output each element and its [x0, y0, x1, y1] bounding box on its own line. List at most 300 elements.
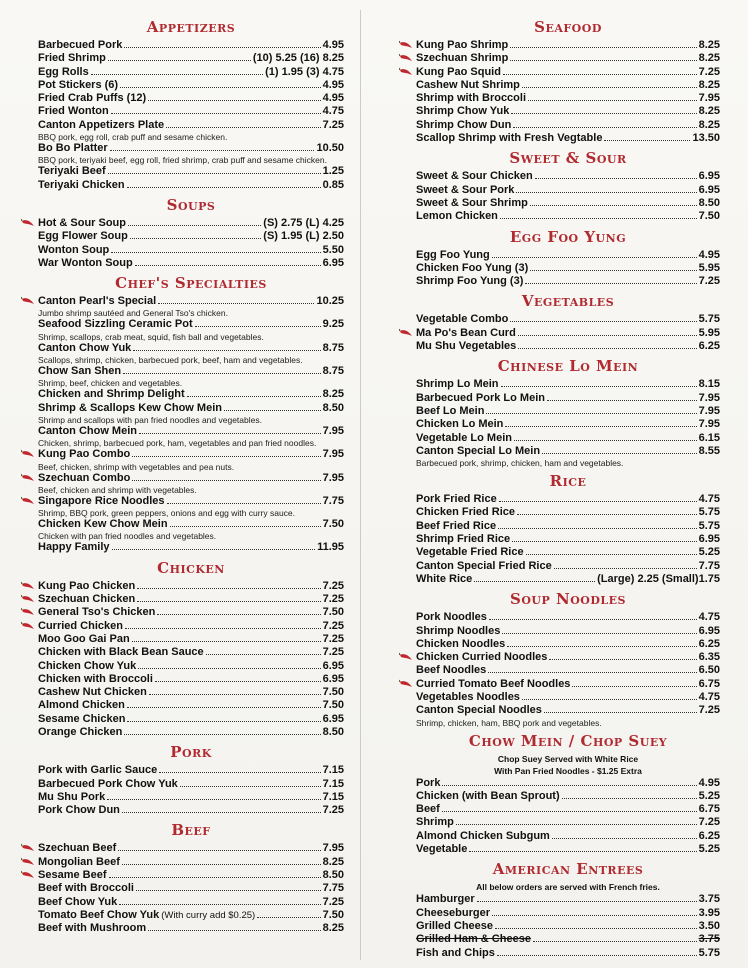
menu-item	[416, 933, 720, 946]
dot-leader	[206, 654, 321, 655]
menu-item	[416, 691, 720, 704]
item-name: Fried Shrimp	[38, 52, 106, 65]
dot-leader	[511, 113, 696, 114]
dot-leader	[530, 205, 697, 206]
item-description: Jumbo shrimp sautéed and General Tso's chicken.	[38, 308, 228, 319]
item-price: 7.95	[698, 391, 720, 404]
item-price: 6.95	[322, 672, 344, 685]
chili-pepper-icon	[21, 621, 35, 631]
item-price: 9.25	[322, 318, 344, 331]
menu-item	[38, 448, 344, 471]
item-price: 6.25	[698, 829, 720, 842]
item-name: Canton Pearl's Special	[38, 295, 157, 308]
menu-item-row	[38, 179, 344, 192]
item-name: Shrimp with Broccoli	[416, 92, 527, 105]
menu-item	[416, 170, 720, 183]
item-price: 7.25	[322, 118, 344, 131]
menu-item	[38, 726, 344, 739]
item-name: Kung Pao Squid	[416, 65, 501, 78]
dot-leader	[442, 785, 696, 786]
section-title: Soup Noodles	[510, 590, 626, 609]
item-name: Szechuan Chicken	[38, 593, 136, 606]
chili-pepper-icon	[21, 843, 35, 853]
item-name: Hamburger	[416, 893, 475, 906]
menu-item	[38, 713, 344, 726]
item-name: Egg Foo Yung	[416, 248, 490, 261]
item-price: 8.25	[698, 78, 720, 91]
menu-item-row	[38, 230, 344, 243]
item-price: 3.75	[698, 893, 720, 906]
item-name: Wonton Soup	[38, 243, 110, 256]
dot-leader	[552, 838, 697, 839]
item-price: 5.75	[698, 519, 720, 532]
menu-item	[416, 625, 720, 638]
item-name: Chicken Chow Yuk	[38, 659, 137, 672]
item-name: Beef Noodles	[416, 664, 487, 677]
item-price: 8.50	[322, 725, 344, 738]
item-name: Chicken Fried Rice	[416, 506, 516, 519]
item-price: 7.95	[698, 418, 720, 431]
dot-leader	[155, 681, 321, 682]
menu-item-row	[416, 249, 720, 262]
menu-item-row	[416, 611, 720, 624]
item-price: 5.75	[698, 946, 720, 959]
menu-item-row	[38, 119, 344, 132]
menu-item	[38, 791, 344, 804]
item-name: Ma Po's Bean Curd	[416, 326, 516, 339]
item-price: 8.25	[322, 855, 344, 868]
menu-item	[38, 257, 344, 270]
menu-item-row	[416, 933, 720, 946]
item-name: Shrimp Fried Rice	[416, 533, 511, 546]
item-price: 10.25	[316, 295, 344, 308]
item-price: 4.95	[322, 39, 344, 51]
menu-item-row	[38, 842, 344, 855]
menu-item	[416, 340, 720, 353]
menu-item	[38, 39, 344, 52]
menu-section-soups	[38, 196, 344, 270]
dot-leader	[498, 528, 696, 529]
dot-leader	[507, 646, 696, 647]
menu-item	[38, 425, 344, 448]
menu-item-row	[416, 638, 720, 651]
dot-leader	[109, 877, 321, 878]
item-name: Moo Goo Gai Pan	[38, 632, 130, 645]
chili-pepper-icon	[399, 328, 413, 338]
dot-leader	[442, 811, 697, 812]
item-price: 5.25	[698, 546, 720, 559]
menu-item-row	[416, 313, 720, 326]
dot-leader	[157, 614, 320, 615]
item-price: 6.35	[698, 651, 720, 664]
menu-item-row	[38, 448, 344, 461]
dot-leader	[170, 526, 321, 527]
item-price: 7.75	[698, 559, 720, 572]
section-title: Seafood	[534, 18, 602, 36]
dot-leader	[122, 864, 321, 865]
item-price: 7.50	[322, 908, 344, 921]
dot-leader	[562, 798, 697, 799]
menu-item	[38, 869, 344, 882]
menu-item	[416, 275, 720, 288]
dot-leader	[128, 225, 261, 226]
item-price: 4.75	[698, 493, 720, 506]
dot-leader	[139, 433, 321, 434]
menu-item	[416, 392, 720, 405]
menu-item-row	[416, 546, 720, 559]
chili-pepper-icon	[21, 473, 35, 483]
item-price: 0.85	[322, 178, 344, 191]
item-price: 3.75	[698, 933, 720, 946]
menu-item-row	[38, 244, 344, 257]
menu-item	[38, 580, 344, 593]
item-price: 8.25	[698, 52, 720, 65]
menu-item	[416, 313, 720, 326]
dot-leader	[122, 812, 321, 813]
item-name: Shrimp & Scallops Kew Chow Mein	[38, 401, 222, 414]
item-description: Scallops, shrimp, chicken, barbecued pork, beef, ham and vegetables.	[38, 355, 303, 366]
item-name: Chicken Curried Noodles	[416, 651, 548, 664]
menu-item	[416, 405, 720, 418]
dot-leader	[124, 734, 320, 735]
dot-leader	[497, 955, 697, 956]
chili-pepper-icon	[21, 218, 35, 228]
item-price: 5.25	[698, 789, 720, 802]
menu-item-row	[38, 856, 344, 869]
item-price: 7.95	[322, 471, 344, 484]
menu-item	[38, 699, 344, 712]
item-name: Chicken Lo Mein	[416, 418, 504, 431]
menu-item	[38, 882, 344, 895]
item-name: Beef Fried Rice	[416, 519, 497, 532]
dot-leader	[502, 633, 696, 634]
menu-item	[38, 217, 344, 230]
item-price: 6.95	[698, 170, 720, 183]
menu-section-appetizers	[38, 18, 344, 192]
menu-item	[416, 843, 720, 856]
menu-item-row	[416, 907, 720, 920]
dot-leader	[149, 694, 321, 695]
dot-leader	[138, 668, 320, 669]
dot-leader	[513, 127, 696, 128]
item-price: (10) 5.25 (16) 8.25	[252, 52, 344, 65]
item-price: 7.25	[698, 704, 720, 717]
menu-item-row	[38, 295, 344, 308]
menu-item-row	[416, 816, 720, 829]
item-price: 7.25	[322, 646, 344, 659]
item-description: Shrimp, beef, chicken and vegetables.	[38, 378, 183, 389]
item-name: Shrimp Foo Yung (3)	[416, 275, 524, 288]
menu-item-row	[38, 142, 344, 155]
item-name: Beef with Broccoli	[38, 882, 134, 895]
item-name: Chicken (with Bean Sprout)	[416, 789, 560, 802]
chili-pepper-icon	[21, 594, 35, 604]
menu-item-row	[38, 402, 344, 415]
menu-item-row	[38, 726, 344, 739]
dot-leader	[489, 619, 697, 620]
menu-item	[38, 92, 344, 105]
item-name: Vegetable Fried Rice	[416, 546, 524, 559]
menu-item-row	[416, 790, 720, 803]
menu-item	[416, 920, 720, 933]
menu-item-row	[38, 922, 344, 935]
menu-item-row	[416, 560, 720, 573]
item-name: Chicken with Broccoli	[38, 672, 153, 685]
menu-item	[416, 249, 720, 262]
menu-section-seafood	[416, 18, 720, 145]
item-price: (1) 1.95 (3) 4.75	[265, 65, 344, 78]
dot-leader	[492, 915, 697, 916]
item-name: Shrimp Noodles	[416, 624, 501, 637]
item-name: Vegetables Noodles	[416, 690, 520, 703]
section-title: Beef	[171, 821, 211, 840]
menu-item-row	[416, 843, 720, 856]
item-price: 6.95	[322, 659, 344, 672]
item-price: 7.25	[322, 632, 344, 645]
item-price: 8.55	[698, 444, 720, 457]
item-price: 8.25	[698, 118, 720, 131]
menu-item-row	[416, 664, 720, 677]
item-name: Cashew Nut Chicken	[38, 686, 147, 699]
item-price: 8.50	[322, 869, 344, 882]
menu-item	[416, 816, 720, 829]
item-price: (S) 1.95 (L) 2.50	[263, 230, 344, 243]
dot-leader	[137, 601, 320, 602]
item-name: Chow San Shen	[38, 365, 122, 378]
item-name: Mu Shu Pork	[38, 790, 106, 803]
menu-item-row	[416, 493, 720, 506]
item-name: Szechuan Beef	[38, 842, 117, 855]
menu-item-row	[38, 342, 344, 355]
item-name: Kung Pao Chicken	[38, 579, 136, 592]
item-name: Mu Shu Vegetables	[416, 340, 517, 353]
menu-item	[416, 378, 720, 391]
section-note: With Pan Fried Noodles - $1.25 Extra	[494, 765, 642, 776]
item-name: Happy Family	[38, 541, 110, 554]
item-name: Sweet & Sour Pork	[416, 183, 515, 196]
menu-item	[38, 606, 344, 619]
item-description: Barbecued pork, shrimp, chicken, ham and vegetables.	[416, 458, 624, 469]
item-price: 7.25	[698, 275, 720, 288]
item-name: Chicken Foo Yung (3)	[416, 261, 529, 274]
menu-item-row	[416, 432, 720, 445]
menu-item	[38, 244, 344, 257]
menu-item-row	[38, 165, 344, 178]
item-price: 6.15	[698, 431, 720, 444]
menu-item-row	[416, 79, 720, 92]
menu-item	[38, 79, 344, 92]
menu-item-row	[416, 893, 720, 906]
item-price: 6.25	[698, 340, 720, 353]
item-price: 4.75	[698, 611, 720, 624]
menu-item-row	[416, 920, 720, 933]
item-name: Vegetable Lo Mein	[416, 431, 512, 444]
menu-section-pork	[38, 743, 344, 817]
menu-item	[38, 518, 344, 541]
menu-item	[416, 132, 720, 145]
menu-item	[416, 803, 720, 816]
menu-item	[38, 896, 344, 909]
item-price: 7.50	[322, 686, 344, 699]
item-price: 7.25	[322, 579, 344, 592]
menu-item	[416, 506, 720, 519]
dot-leader	[488, 672, 696, 673]
menu-item-row	[416, 170, 720, 183]
chili-pepper-icon	[21, 857, 35, 867]
item-price: 7.15	[322, 790, 344, 803]
item-price: (S) 2.75 (L) 4.25	[263, 216, 344, 229]
menu-section-egg-foo-yung	[416, 228, 720, 289]
menu-item-row	[38, 909, 344, 922]
menu-item-row	[38, 593, 344, 606]
menu-item-row	[416, 803, 720, 816]
menu-item-row	[38, 52, 344, 65]
item-price: 11.95	[317, 541, 344, 554]
item-price: 4.95	[698, 776, 720, 789]
item-name: Canton Special Noodles	[416, 704, 542, 717]
dot-leader	[120, 87, 320, 88]
dot-leader	[549, 659, 696, 660]
item-price: 8.50	[698, 196, 720, 209]
item-price: 6.95	[698, 533, 720, 546]
item-price: 10.50	[316, 142, 344, 155]
menu-item	[416, 66, 720, 79]
item-price: 8.75	[322, 341, 344, 354]
item-price: 7.50	[322, 518, 344, 531]
item-name: Canton Appetizers Plate	[38, 118, 165, 131]
dot-leader	[522, 87, 697, 88]
item-price: 7.25	[322, 895, 344, 908]
dot-leader	[544, 712, 697, 713]
section-title: Vegetables	[521, 292, 615, 311]
dot-leader	[510, 60, 696, 61]
menu-item	[38, 646, 344, 659]
dot-leader	[187, 396, 321, 397]
menu-item	[38, 673, 344, 686]
dot-leader	[517, 514, 697, 515]
item-name: Canton Special Lo Mein	[416, 444, 541, 457]
menu-item-row	[416, 533, 720, 546]
menu-item	[416, 830, 720, 843]
item-name: Barbecued Pork	[38, 39, 123, 51]
item-name: Vegetable	[416, 843, 468, 856]
item-description: Shrimp, chicken, ham, BBQ pork and vegetables.	[416, 717, 602, 728]
menu-item-row	[38, 39, 344, 52]
menu-item-row	[38, 713, 344, 726]
menu-item-row	[38, 620, 344, 633]
menu-item	[38, 365, 344, 388]
item-name: Szechuan Combo	[38, 471, 131, 484]
menu-item	[38, 633, 344, 646]
dot-leader	[604, 140, 690, 141]
section-note: Chop Suey Served with White Rice	[497, 753, 639, 764]
menu-item-row	[38, 673, 344, 686]
item-description: Beef, chicken and shrimp with vegetables.	[38, 484, 197, 495]
menu-item	[38, 909, 344, 922]
dot-leader	[132, 480, 320, 481]
menu-item-row	[38, 633, 344, 646]
menu-item	[416, 432, 720, 445]
menu-item	[416, 893, 720, 906]
dot-leader	[158, 303, 314, 304]
item-name: Grilled Ham & Cheese	[416, 933, 531, 946]
menu-item-row	[416, 378, 720, 391]
menu-item	[416, 105, 720, 118]
dot-leader	[159, 772, 320, 773]
menu-item	[38, 402, 344, 425]
menu-section-soup-noodles	[416, 590, 720, 727]
menu-item	[38, 295, 344, 318]
item-price: 6.75	[698, 803, 720, 816]
item-name: Kung Pao Combo	[38, 448, 131, 461]
item-name: Beef Chow Yuk	[38, 895, 118, 908]
menu-item-row	[416, 777, 720, 790]
item-name: Bo Bo Platter	[38, 142, 108, 155]
menu-item-row	[38, 79, 344, 92]
item-name: Fried Wonton	[38, 105, 109, 118]
menu-item-row	[416, 506, 720, 519]
menu-item-row	[38, 388, 344, 401]
dot-leader	[148, 930, 320, 931]
item-price: 7.75	[322, 494, 344, 507]
dot-leader	[499, 501, 697, 502]
menu-item	[38, 764, 344, 777]
item-name: Grilled Cheese	[416, 919, 494, 932]
item-price: 7.95	[698, 404, 720, 417]
dot-leader	[133, 350, 320, 351]
menu-item-row	[38, 869, 344, 882]
menu-item-row	[416, 262, 720, 275]
menu-item-row	[416, 520, 720, 533]
item-name: Sesame Chicken	[38, 712, 126, 725]
menu-item-row	[38, 686, 344, 699]
item-price: 6.95	[322, 712, 344, 725]
item-name: Chicken and Shrimp Delight	[38, 388, 185, 401]
item-price: 8.25	[322, 388, 344, 401]
item-name: Egg Flower Soup	[38, 230, 128, 243]
item-price: 4.95	[322, 92, 344, 105]
menu-item-row	[416, 132, 720, 145]
menu-item	[416, 651, 720, 664]
dot-leader	[522, 699, 697, 700]
dot-leader	[130, 238, 261, 239]
item-name: Vegetable Combo	[416, 313, 509, 326]
dot-leader	[528, 100, 697, 101]
section-title: Chicken	[157, 558, 225, 577]
menu-item-row	[38, 425, 344, 438]
item-name: Barbecued Pork Lo Mein	[416, 391, 545, 404]
section-note: All below orders are served with French fries.	[476, 882, 660, 893]
dot-leader	[110, 150, 315, 151]
item-price: 8.75	[322, 365, 344, 378]
menu-item	[416, 664, 720, 677]
menu-item-row	[38, 105, 344, 118]
item-price: 5.95	[698, 261, 720, 274]
item-name: Canton Chow Mein	[38, 424, 137, 437]
item-price: 7.15	[322, 777, 344, 790]
menu-item-row	[38, 365, 344, 378]
item-price: 5.50	[322, 243, 344, 256]
item-name: Lemon Chicken	[416, 210, 498, 223]
dot-leader	[118, 850, 320, 851]
menu-item-row	[38, 646, 344, 659]
item-name: Pot Stickers (6)	[38, 78, 119, 91]
item-name: Kung Pao Shrimp	[416, 39, 509, 51]
item-name: Szechuan Shrimp	[416, 52, 509, 65]
item-price: (Large) 2.25 (Small)1.75	[597, 572, 720, 585]
item-price: 8.25	[698, 105, 720, 118]
section-title: Rice	[549, 472, 587, 491]
